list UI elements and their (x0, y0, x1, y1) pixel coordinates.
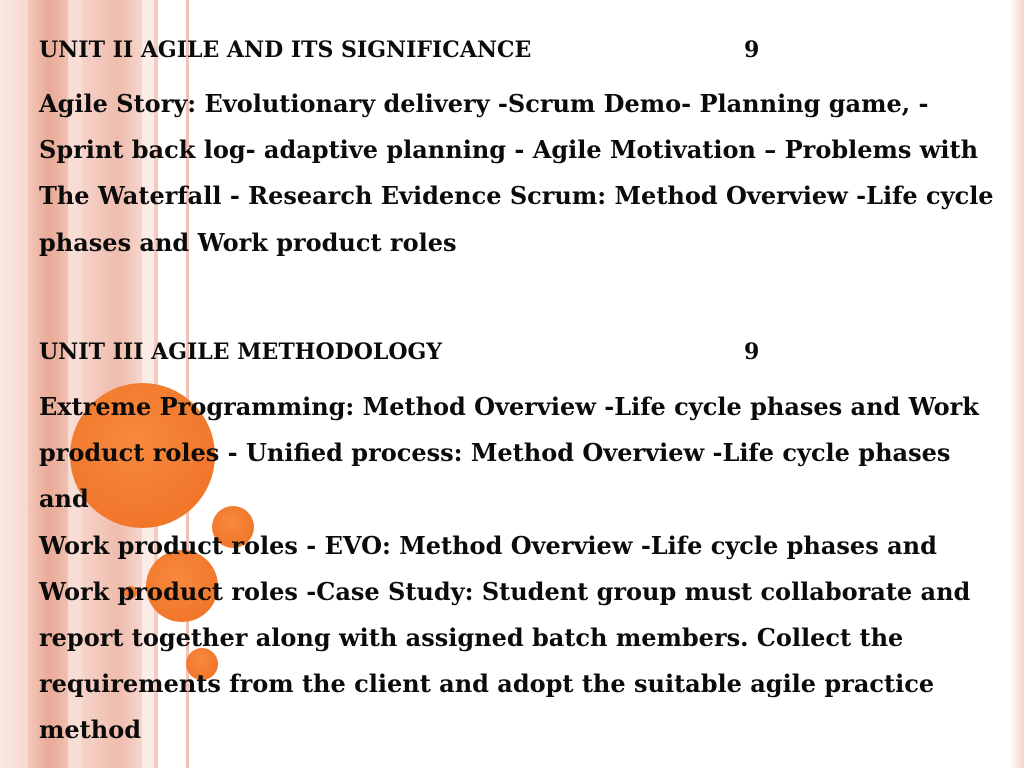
description-line: product roles - Unified process: Method Overview -Life cycle phases and (39, 438, 951, 514)
description-line: Extreme Programming: Method Overview -Life cycle phases and Work (39, 392, 979, 421)
description-line: Work product roles - EVO: Method Overview -Life cycle phases and (39, 530, 937, 560)
unit-heading: UNIT III AGILE METHODOLOGY (39, 339, 443, 365)
stripe (0, 0, 28, 768)
description-line: phases and Work product roles (39, 227, 457, 257)
description-line: requirements from the client and adopt the suitable agile practice (39, 669, 935, 699)
description-line: report together along with assigned batch members. Collect the (39, 623, 904, 653)
description-line: Agile Story: Evolutionary delivery -Scrum Demo- Planning game, - (39, 89, 929, 118)
unit-heading: UNIT II AGILE AND ITS SIGNIFICANCE (39, 37, 532, 63)
unit-hours: 9 (744, 37, 760, 63)
unit-description (39, 81, 1004, 266)
description-line: method (39, 715, 141, 745)
description-line: The Waterfall - Research Evidence Scrum: Method Overview -Life cycle (39, 181, 994, 211)
description-line: Work product roles -Case Study: Student group must collaborate and (39, 576, 971, 606)
decorative-right-edge (1010, 0, 1024, 768)
description-line: Sprint back log- adaptive planning - Agile Motivation – Problems with (39, 135, 979, 165)
unit-hours: 9 (744, 339, 760, 365)
unit-description (39, 384, 1004, 754)
